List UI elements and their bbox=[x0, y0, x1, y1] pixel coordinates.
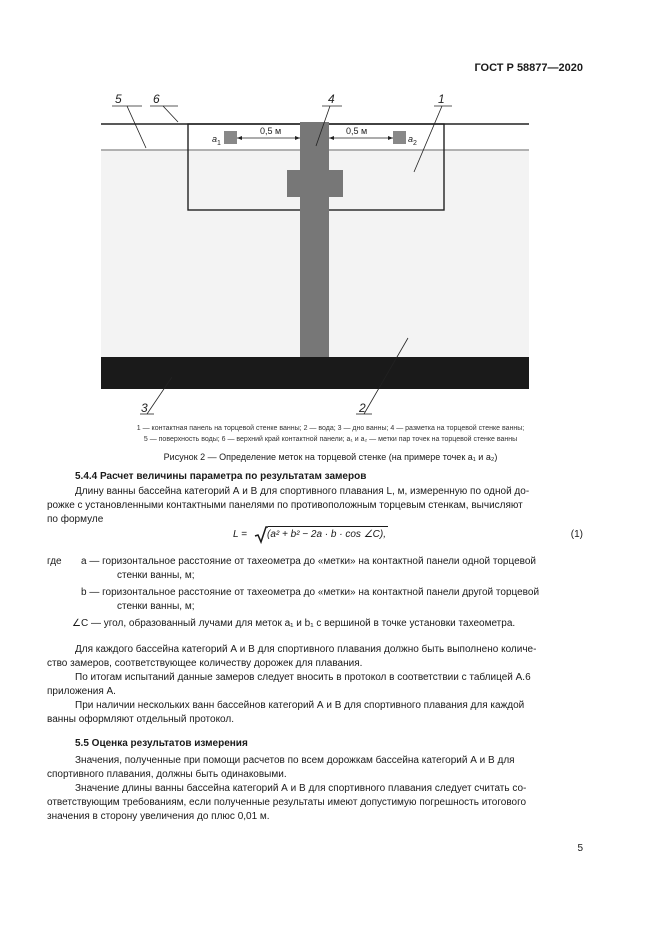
para1-l2: ство замеров, соответствующее количеству дорожек для плавания. bbox=[47, 658, 363, 669]
marking-stripe-vertical bbox=[300, 122, 329, 360]
distance-label-left: 0,5 м bbox=[260, 126, 282, 136]
callout-4: 4 bbox=[328, 92, 335, 106]
section-55-title: 5.5 Оценка результатов измерения bbox=[75, 738, 248, 749]
section-544-intro-l2: рожке с установленными контактными панелями по противоположным торцевым стенкам, вычисляют bbox=[47, 500, 523, 511]
marking-stripe-cross bbox=[287, 170, 343, 197]
mark-a2-label: $a_2$ bbox=[408, 134, 417, 147]
def-b-l2: стенки ванны, м; bbox=[117, 601, 195, 612]
s55-para1-l2: спортивного плавания, должны быть одинаковыми. bbox=[47, 769, 287, 780]
para2-l1: По итогам испытаний данные замеров следует вносить в протокол в соответствии с таблицей А.6 bbox=[75, 672, 531, 683]
page-number: 5 bbox=[577, 843, 583, 854]
where-label: где bbox=[47, 556, 62, 567]
callout-2: 2 bbox=[359, 401, 366, 415]
s55-para2-l1: Значение длины ванны бассейна категорий А и В для спортивного плавания следует считать со- bbox=[75, 783, 527, 794]
figure-legend-line2: 5 — поверхность воды; 6 — верхний край контактной панели; a₁ и a₂ — метки пар точек на торцевой стенке ванны bbox=[143, 436, 518, 443]
para2-l2: приложения А. bbox=[47, 686, 116, 697]
callout-6: 6 bbox=[153, 92, 160, 106]
mark-a2 bbox=[393, 131, 406, 144]
section-544-intro-l3: по формуле bbox=[47, 514, 104, 525]
section-544-title: 5.4.4 Расчет величины параметра по результатам замеров bbox=[75, 471, 367, 482]
sqrt-sign bbox=[254, 526, 268, 544]
s55-para2-l3: значения в сторону увеличения до плюс 0,01 м. bbox=[47, 811, 270, 822]
def-b-l1: b — горизонтальное расстояние от тахеометра до «метки» на контактной панели другой торцевой bbox=[81, 587, 540, 598]
distance-label-right: 0,5 м bbox=[346, 126, 368, 136]
figure-legend-line1: 1 — контактная панель на торцевой стенке ванны; 2 — вода; 3 — дно ванны; 4 — разметка на торцевой стенке ванны; bbox=[136, 425, 525, 432]
def-c: ∠C — угол, образованный лучами для меток a₁ и b₁ с вершиной в точке установки тахеометра. bbox=[72, 618, 516, 629]
def-a-l2: стенки ванны, м; bbox=[117, 570, 195, 581]
mark-a1 bbox=[224, 131, 237, 144]
s55-para2-l2: ответствующим требованиям, если полученные результаты имеют допустимую погрешность итогового bbox=[47, 797, 527, 808]
callout-5: 5 bbox=[115, 92, 122, 106]
para3-l1: При наличии нескольких ванн бассейнов категорий А и В для спортивного плавания для каждой bbox=[75, 700, 525, 711]
s55-para1-l1: Значения, полученные при помощи расчетов по всем дорожкам бассейна категорий А и В для bbox=[75, 755, 515, 766]
pool-bottom bbox=[101, 357, 529, 389]
figure-caption: Рисунок 2 — Определение меток на торцевой стенке (на примере точек a₁ и a₂) bbox=[163, 452, 498, 462]
callout-1: 1 bbox=[438, 92, 445, 106]
document-header-standard: ГОСТ Р 58877—2020 bbox=[474, 62, 583, 74]
para1-l1: Для каждого бассейна категорий А и В для спортивного плавания должно быть выполнено количе- bbox=[75, 644, 537, 655]
callout-3: 3 bbox=[141, 401, 148, 415]
figure-2-diagram bbox=[0, 80, 661, 420]
section-544-intro-l1: Длину ванны бассейна категорий А и В для спортивного плавания L, м, измеренную по одной до- bbox=[75, 486, 530, 497]
formula-number: (1) bbox=[570, 529, 583, 540]
para3-l2: ванны оформляют отдельный протокол. bbox=[47, 714, 235, 725]
formula-lhs: L = bbox=[233, 529, 247, 540]
sqrt-bar bbox=[268, 526, 388, 527]
def-a-l1: a — горизонтальное расстояние от тахеометра до «метки» на контактной панели одной торцевой bbox=[81, 556, 537, 567]
formula-body: (a² + b² − 2a · b · cos ∠C), bbox=[267, 529, 386, 540]
mark-a1-label: $a_1$ bbox=[212, 134, 221, 147]
